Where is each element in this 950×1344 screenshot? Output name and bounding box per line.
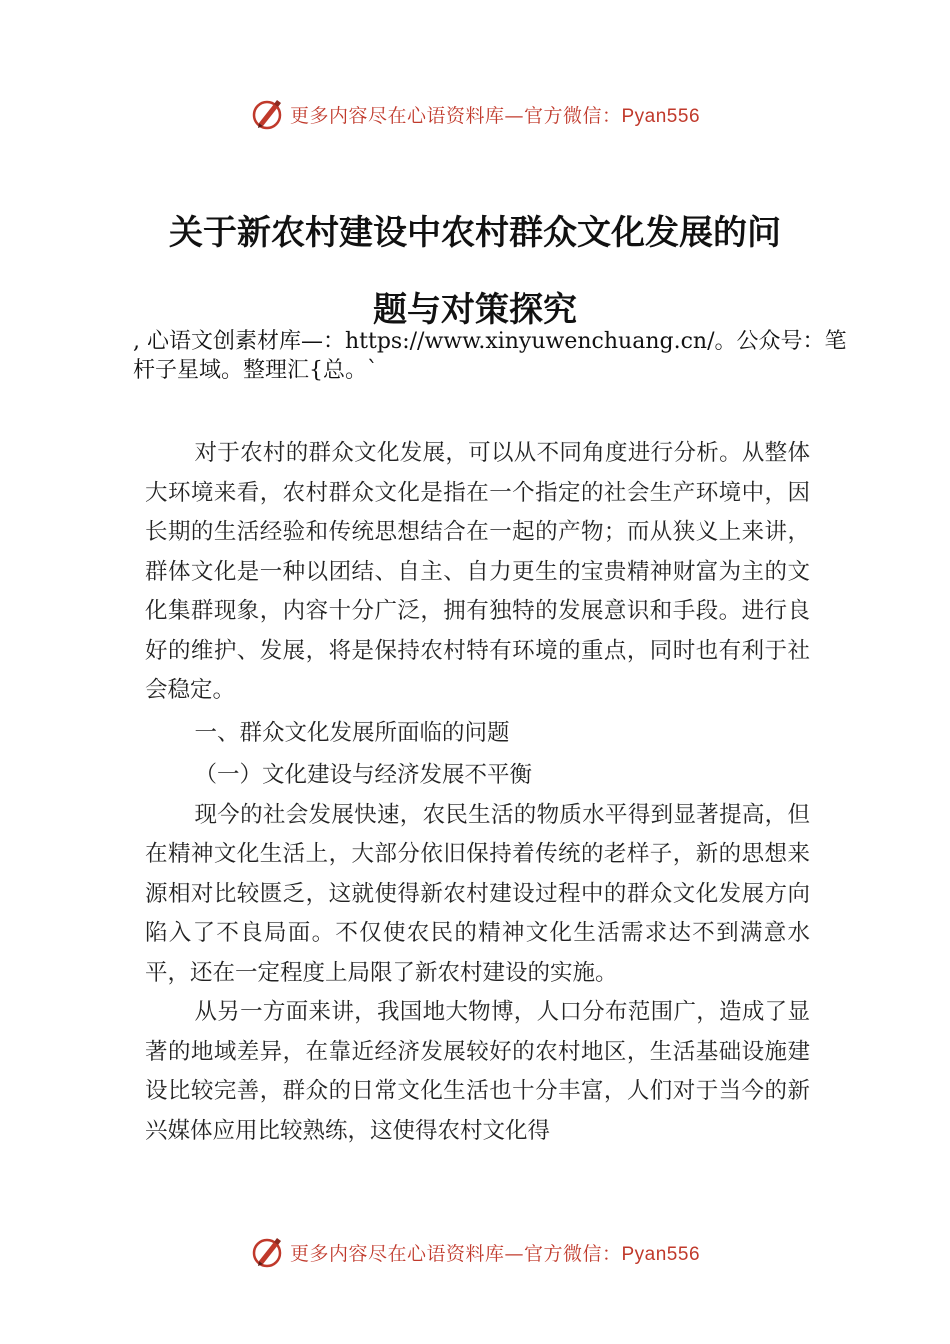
watermark-text [290,101,700,128]
header-watermark-banner [0,94,950,134]
watermark-text-pre: 更多内容尽在心语资料库—官方微信： [289,1242,622,1265]
document-body [145,434,810,1151]
paragraph-body: 现今的社会发展快速，农民生活的物质水平得到显著提高，但在精神文化生活上，大部分依旧保持着传统的老样子，新的思想来源相对比较匮乏，这就使得新农村建设过程中的群众文化发展方向陷入了不良局面。不仅使农民的精神文化生活需求达不到满意水平，还在一定程度上局限了新农村建设的实施。 [145,801,810,986]
pen-logo-icon [250,96,286,132]
document-title-line-2: 题与对策探究 [373,290,577,330]
section-heading-1: 一、群众文化发展所面临的问题 [194,719,510,746]
source-note: , 心语文创素材库—：https://www.xinyuwenchuang.cn/。公众号：笔杆子星域。整理汇{总。` [133,329,847,383]
watermark-wechat-id: Pyan556 [621,105,701,127]
document-title-line-1: 关于新农村建设中农村群众文化发展的问 [169,213,781,253]
watermark-wechat-id: Pyan556 [621,1243,701,1265]
subsection-heading-1: （一）文化建设与经济发展不平衡 [194,762,533,788]
paragraph-intro: 对于农村的群众文化发展，可以从不同角度进行分析。从整体大环境来看，农村群众文化是指在一个指定的社会生产环境中，因长期的生活经验和传统思想结合在一起的产物；而从狭义上来讲，群体文化是一种以团结、自主、自力更生的宝贵精神财富为主的文化集群现象，内容十分广泛，拥有独特的发展意识和手段。进行良好的维护、发展，将是保持农村特有环境的重点，同时也有利于社会稳定。 [145,440,810,703]
paragraph-body: 从另一方面来讲，我国地大物博，人口分布范围广，造成了显著的地域差异，在靠近经济发展较好的农村地区，生活基础设施建设比较完善，群众的日常文化生活也十分丰富，人们对于当今的新兴媒体应用比较熟练，这使得农村文化得 [145,999,810,1144]
pen-logo-icon [250,1234,286,1270]
watermark-text [290,1239,700,1266]
watermark-text-pre: 更多内容尽在心语资料库—官方微信： [289,104,622,127]
footer-watermark-banner [0,1232,950,1272]
